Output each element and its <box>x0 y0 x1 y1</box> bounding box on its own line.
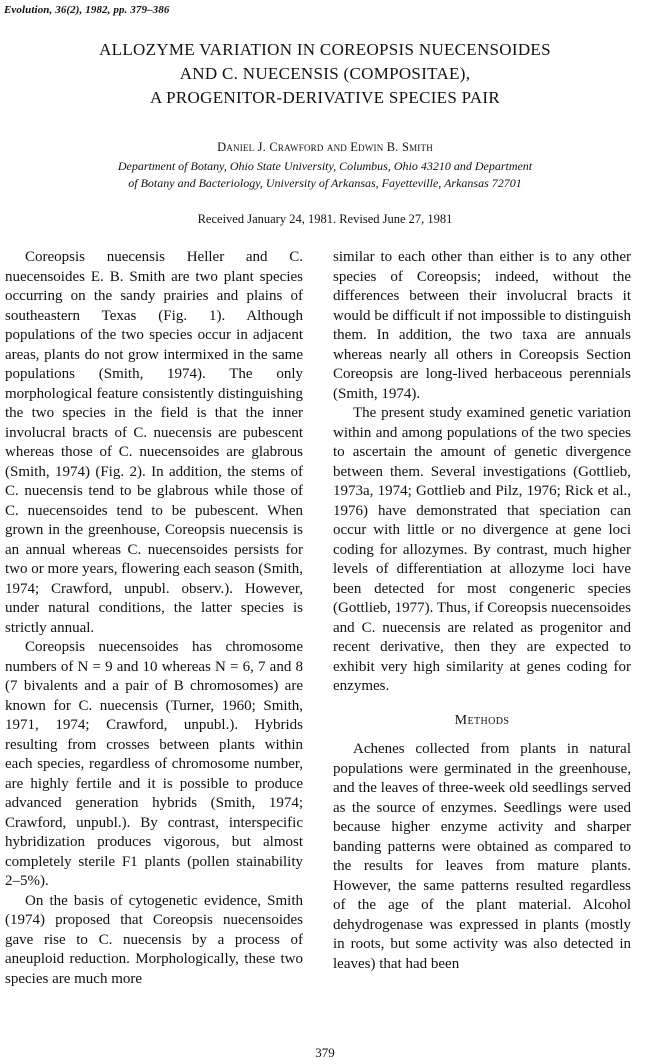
title-line-3: A PROGENITOR-DERIVATIVE SPECIES PAIR <box>149 88 501 107</box>
title-line-1: ALLOZYME VARIATION IN COREOPSIS NUECENSOIDES <box>99 40 551 59</box>
journal-citation: Evolution, 36(2), 1982, pp. 379–386 <box>4 4 170 16</box>
paragraph: Achenes collected from plants in natural populations were germinated in the greenhouse, and the leaves of three-week old seedlings served as the source of enzymes. Seedlings were used because higher enzyme activity and sharper banding patterns were obtained as compared to the results for leaves from mature plants. However, the same patterns resulted regardless of the age of the plant material. Alcohol dehydrogenase was expressed in plants (mostly in roots, but some activity was also detected in leaves) that had been <box>333 741 631 972</box>
received-dates: Received January 24, 1981. Revised June 27, 1981 <box>197 212 453 226</box>
paragraph: The present study examined genetic variation within and among populations of the two species to ascertain the amount of genetic divergence between them. Several investigations (Gottlieb, 1973a, 1974; Gottlieb and Pilz, 1976; Rick et al., 1976) have demonstrated that speciation can occur with little or no divergence at gene loci coding for allozymes. By contrast, much higher levels of differentiation at allozyme loci have been detected for most congeneric species (Gottlieb, 1977). Thus, if Coreopsis nuecensoides and C. nuecensis are related as progenitor and recent derivative, then they are expected to exhibit very high similarity at genes coding for enzymes. <box>333 405 632 694</box>
right-column <box>333 248 631 974</box>
section-heading-methods: Methods <box>454 712 510 728</box>
article-title <box>0 38 650 110</box>
affiliation-line-2: of Botany and Bacteriology, University of Arkansas, Fayetteville, Arkansas 72701 <box>128 176 522 190</box>
paragraph: similar to each other than either is to any other species of Coreopsis; indeed, without the differences between their involucral bracts it would be difficult if not impossible to distinguish them. In addition, the two taxa are annuals whereas nearly all others in Coreopsis Section Coreopsis are long-lived herbaceous perennials (Smith, 1974). <box>333 249 631 402</box>
left-column <box>5 248 303 989</box>
title-line-2: AND C. NUECENSIS (COMPOSITAE), <box>179 64 471 83</box>
affiliation <box>40 158 610 192</box>
author-list: Daniel J. Crawford and Edwin B. Smith <box>217 140 433 154</box>
affiliation-line-1: Department of Botany, Ohio State University, Columbus, Ohio 43210 and Department <box>117 159 533 173</box>
page-number: 379 <box>315 1045 335 1060</box>
paragraph: On the basis of cytogenetic evidence, Smith (1974) proposed that Coreopsis nuecensoides gave rise to C. nuecensis by a process of aneuploid reduction. Morphologically, these two species are much more <box>5 892 303 987</box>
paragraph: Coreopsis nuecensis Heller and C. nuecensoides E. B. Smith are two plant species occurring on the sandy prairies and plains of southeastern Texas (Fig. 1). Although populations of the two species occur in adjacent areas, plants do not grow intermixed in the same populations (Smith, 1974). The only morphological feature consistently distinguishing the two species in the field is that the inner involucral bracts of C. nuecensis are pubescent whereas those of C. nuecensoides are glabrous (Smith, 1974) (Fig. 2). In addition, the stems of C. nuecensis tend to be glabrous while those of C. nuecensoides tend to be pubescent. When grown in the greenhouse, Coreopsis nuecensis is an annual whereas C. nuecensoides persists for two or more years, flowering each season (Smith, 1974; Crawford, unpubl. observ.). However, under natural conditions, the latter species is strictly annual. <box>5 249 303 636</box>
paragraph: Coreopsis nuecensoides has chromosome numbers of N = 9 and 10 whereas N = 6, 7 and 8 (7 bivalents and a pair of B chromosomes) are known for C. nuecensis (Turner, 1960; Smith, 1971, 1974; Crawford, unpubl.). Hybrids resulting from crosses between plants within each species, regardless of chromosome number, are highly fertile and it is possible to produce advanced generation hybrids (Smith, 1974; Crawford, unpubl.). By contrast, interspecific hybridization produces vigorous, but almost completely sterile F1 plants (pollen stainability 2–5%). <box>5 639 303 889</box>
